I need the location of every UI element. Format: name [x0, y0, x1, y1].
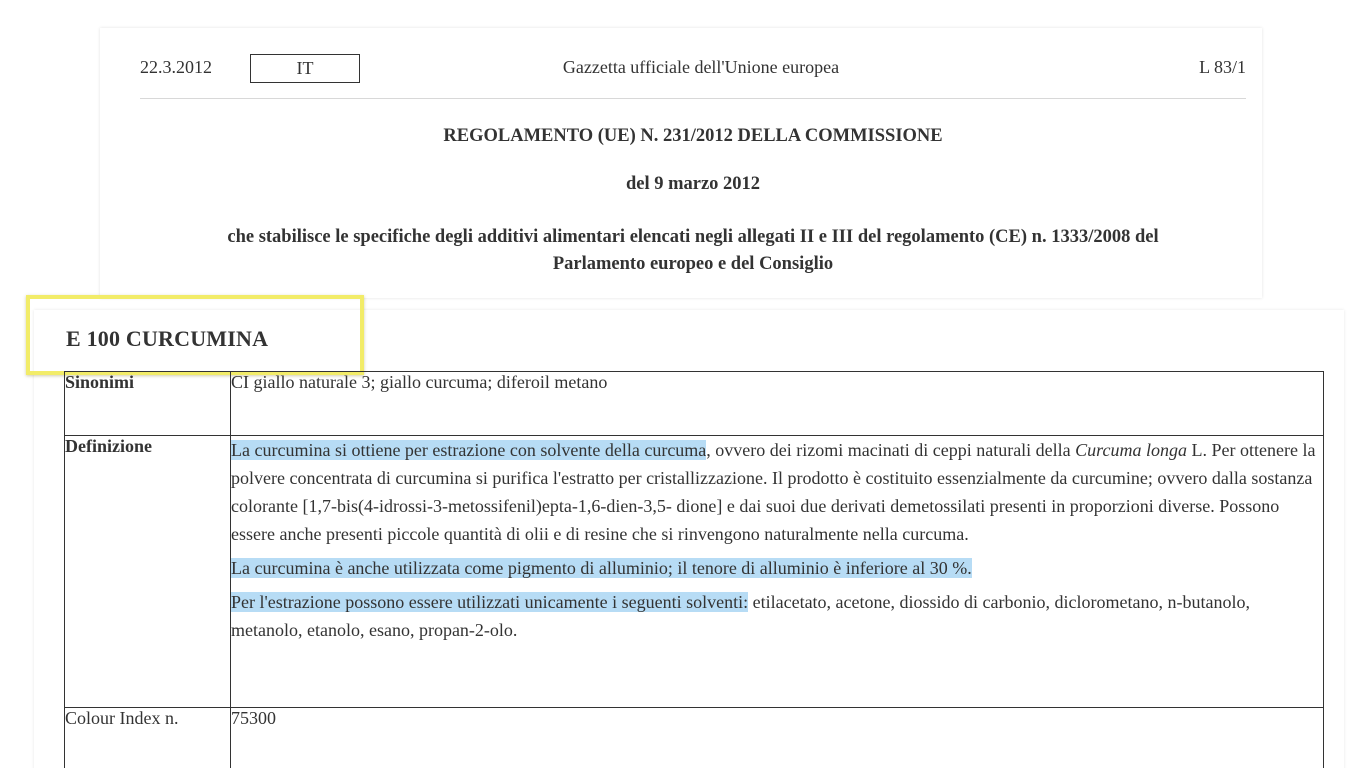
- synonyms-label: Sinonimi: [65, 372, 231, 436]
- definition-paragraph-2: [231, 554, 1323, 582]
- regulation-title: REGOLAMENTO (UE) N. 231/2012 DELLA COMMISSIONE: [443, 126, 943, 146]
- table-row-definition: [65, 436, 1324, 708]
- definition-text: L. Per ottenere la polvere concentrata di curcumina si purifica l'estratto per cristallizzazione. Il prodotto è costituito essenzialmente da curcumine; ovvero dalla sostanza colorante [1,7-bis(4-idrossi-3-metossifenil)epta-1,6-dien-3,5- dione] e dai suoi due derivati demetossilati presenti in proporzioni diverse. Possono essere anche presenti piccole quantità di olii e di resine che si rinvengono naturalmente nella curcuma.: [231, 440, 1316, 544]
- definition-value: [231, 436, 1324, 708]
- journal-header: [140, 54, 1246, 84]
- document-header-card: [100, 28, 1262, 298]
- highlighted-text: La curcumina si ottiene per estrazione con solvente della curcuma: [231, 440, 707, 460]
- highlighted-text: La curcumina è anche utilizzata come pigmento di alluminio; il tenore di alluminio è inferiore al 30 %.: [231, 558, 972, 578]
- table-row-synonyms: [65, 372, 1324, 436]
- definition-label: Definizione: [65, 436, 231, 708]
- table-row-colour-index: [65, 708, 1324, 768]
- regulation-subject: [140, 224, 1246, 278]
- publication-date: 22.3.2012: [140, 57, 212, 77]
- species-name: Curcuma longa: [1075, 440, 1188, 460]
- specification-table: [64, 371, 1324, 768]
- definition-text: , ovvero dei rizomi macinati di ceppi naturali della: [706, 440, 1076, 460]
- synonyms-value: CI giallo naturale 3; giallo curcuma; diferoil metano: [231, 372, 1324, 436]
- language-box: IT: [250, 54, 360, 83]
- journal-name: Gazzetta ufficiale dell'Unione europea: [562, 57, 840, 77]
- definition-paragraph-3: [231, 588, 1323, 644]
- callout-highlight-box: [26, 295, 364, 375]
- regulation-subject-line-1: che stabilisce le specifiche degli additivi alimentari elencati negli allegati II e III del regolamento (CE) n. 1333/2008 del: [227, 227, 1159, 247]
- colour-index-label: Colour Index n.: [65, 708, 231, 768]
- page-reference: L 83/1: [1199, 57, 1246, 77]
- colour-index-value: 75300: [231, 708, 1324, 768]
- header-divider: [140, 98, 1246, 99]
- definition-text: etilacetato, acetone, diossido di carbonio, diclorometano, n-butanolo, metanolo, etanolo, esano, propan-2-olo.: [231, 592, 1250, 640]
- section-title: E 100 CURCUMINA: [66, 326, 269, 351]
- regulation-date: del 9 marzo 2012: [625, 174, 761, 194]
- regulation-subject-line-2: Parlamento europeo e del Consiglio: [552, 254, 834, 274]
- definition-paragraph-1: [231, 436, 1323, 548]
- highlighted-text: Per l'estrazione possono essere utilizzati unicamente i seguenti solventi:: [231, 592, 749, 612]
